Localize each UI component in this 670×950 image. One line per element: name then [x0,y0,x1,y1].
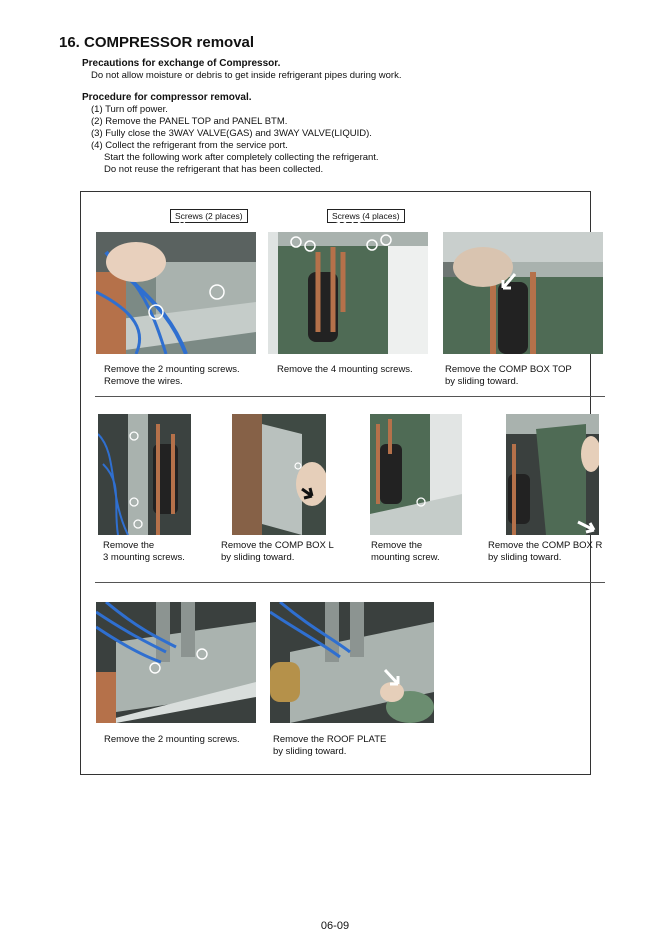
caption-r1-3a: Remove the COMP BOX TOP [445,364,572,375]
procedure-step-3: (3) Fully close the 3WAY VALVE(GAS) and 3WAY VALVE(LIQUID). [91,128,372,139]
caption-r1-2a: Remove the 4 mounting screws. [277,364,413,375]
caption-r1-1a: Remove the 2 mounting screws. [104,364,240,375]
caption-r2-2a: Remove the COMP BOX L [221,540,334,551]
photo-roof-plate [270,602,434,723]
caption-r3-2b: by sliding toward. [273,746,347,757]
screws-2-callout: Screws (2 places) [170,209,248,223]
procedure-step-4: (4) Collect the refrigerant from the service port. [91,140,288,151]
procedure-step-1: (1) Turn off power. [91,104,168,115]
caption-r2-1b: 3 mounting screws. [103,552,185,563]
caption-r2-4b: by sliding toward. [488,552,562,563]
caption-r1-1b: Remove the wires. [104,376,183,387]
row-divider-2 [95,582,605,583]
precaution-line: Do not allow moisture or debris to get inside refrigerant pipes during work. [91,70,402,81]
precautions-heading: Precautions for exchange of Compressor. [82,58,281,69]
photo-comp-box-top [443,232,603,354]
photo-roof-screws [96,602,256,723]
photo-three-screws [98,414,191,535]
caption-r3-1a: Remove the 2 mounting screws. [104,734,240,745]
photo-four-screws [268,232,428,354]
screws-4-callout: Screws (4 places) [327,209,405,223]
caption-r2-4a: Remove the COMP BOX R [488,540,603,551]
caption-r2-3a: Remove the [371,540,423,551]
photo-comp-box-l [232,414,326,535]
procedure-note-2: Do not reuse the refrigerant that has been collected. [104,164,324,175]
procedure-heading: Procedure for compressor removal. [82,92,252,103]
photo-screws-and-wires [96,232,256,354]
page-number: 06-09 [320,920,350,932]
row-divider-1 [95,396,605,397]
photo-comp-box-r [506,414,599,535]
caption-r3-2a: Remove the ROOF PLATE [273,734,387,745]
page-title: 16. COMPRESSOR removal [59,34,255,51]
caption-r1-3b: by sliding toward. [445,376,519,387]
caption-r2-2b: by sliding toward. [221,552,295,563]
caption-r2-1a: Remove the [103,540,155,551]
procedure-step-2: (2) Remove the PANEL TOP and PANEL BTM. [91,116,288,127]
procedure-note-1: Start the following work after completely collecting the refrigerant. [104,152,379,163]
caption-r2-3b: mounting screw. [371,552,440,563]
photo-mounting-screw [370,414,462,535]
